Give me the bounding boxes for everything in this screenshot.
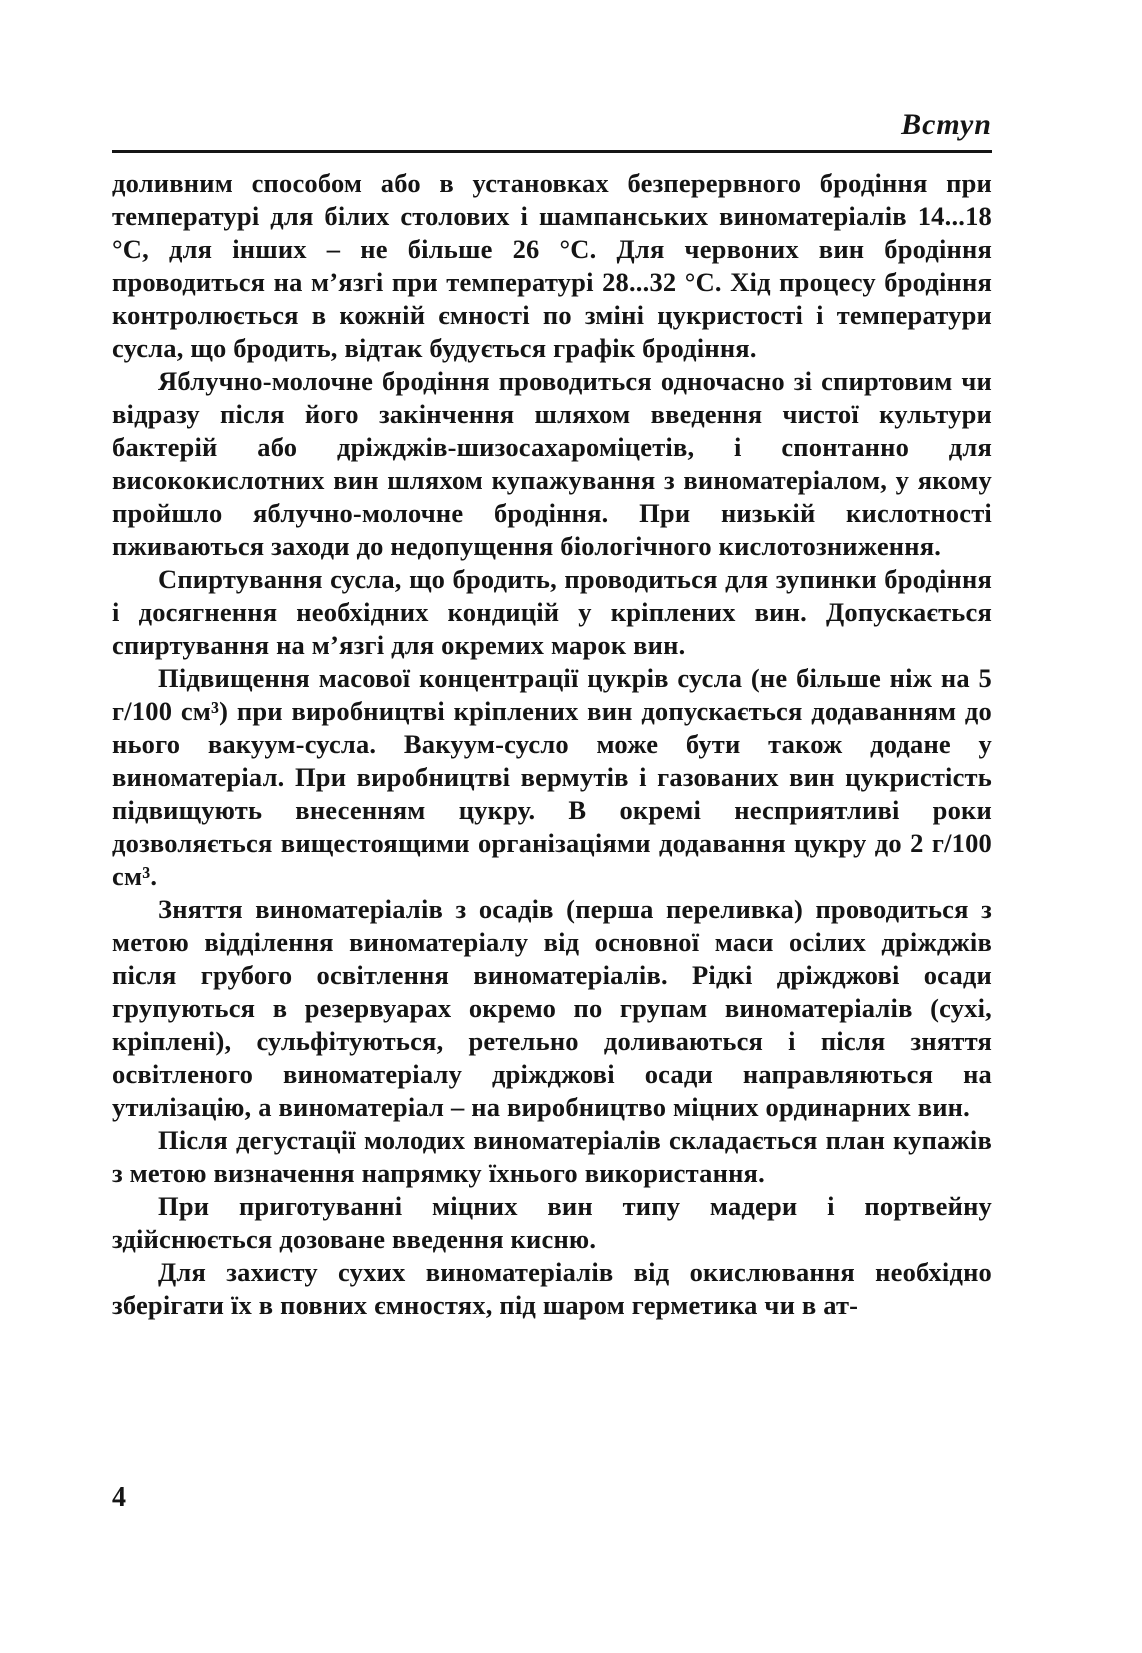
paragraph: Зняття виноматеріалів з осадів (перша переливка) проводиться з метою відділення виноматеріалу від основної маси осілих дріжджів після грубого освітлення виноматеріалів. Рідкі дріжджові осади групуються в резервуарах окремо по групам виноматеріалів (сухі, кріплені), сульфітуються, ретельно доливаються і після зняття освітленого виноматеріалу дріжджові осади направляються на утилізацію, а виноматеріал – на виробництво міцних ординарних вин. [112,894,992,1122]
paragraph: Яблучно-молочне бродіння проводиться одночасно зі спиртовим чи відразу після його закінчення шляхом введення чистої культури бактерій або дріжджів-шизосахароміцетів, і спонтанно для висококислотних вин шляхом купажування з виноматеріалом, у якому пройшло яблучно-молочне бродіння. При низькій кислотності пживаються заходи до недопущення біологічного кислотозниження. [112,366,992,561]
page-number: 4 [112,1482,126,1513]
paragraph: доливним способом або в установках безперервного бродіння при температурі для білих столових і шампанських виноматеріалів 14...18 °С, для інших – не більше 26 °С. Для червоних вин бродіння проводиться на м’язгі при температурі 28...32 °С. Хід процесу бродіння контролюється в кожній ємності по зміні цукристості і температури сусла, що бродить, відтак будується графік бродіння. [112,168,992,363]
page-header [112,108,992,150]
paragraph: Після дегустації молодих виноматеріалів складається план купажів з метою визначення напрямку їхнього використання. [112,1125,992,1188]
body-text [112,167,992,1322]
page-content [112,108,992,1322]
paragraph: Для захисту сухих виноматеріалів від окислювання необхідно зберігати їх в повних ємностях, під шаром герметика чи в ат- [112,1257,992,1320]
chapter-title: Вступ [901,108,992,141]
paragraph: Підвищення масової концентрації цукрів сусла (не більше ніж на 5 г/100 см³) при виробництві кріплених вин допускається додаванням до нього вакуум-сусла. Вакуум-сусло може бути також додане у виноматеріал. При виробництві вермутів і газованих вин цукристість підвищують внесенням цукру. В окремі несприятливі роки дозволяється вищестоящими організаціями додавання цукру до 2 г/100 см³. [112,663,992,891]
header-rule [112,150,992,153]
paragraph: При приготуванні міцних вин типу мадери і портвейну здійснюється дозоване введення кисню. [112,1191,992,1254]
paragraph: Спиртування сусла, що бродить, проводиться для зупинки бродіння і досягнення необхідних кондицій у кріплених вин. Допускається спиртування на м’язгі для окремих марок вин. [112,564,992,660]
